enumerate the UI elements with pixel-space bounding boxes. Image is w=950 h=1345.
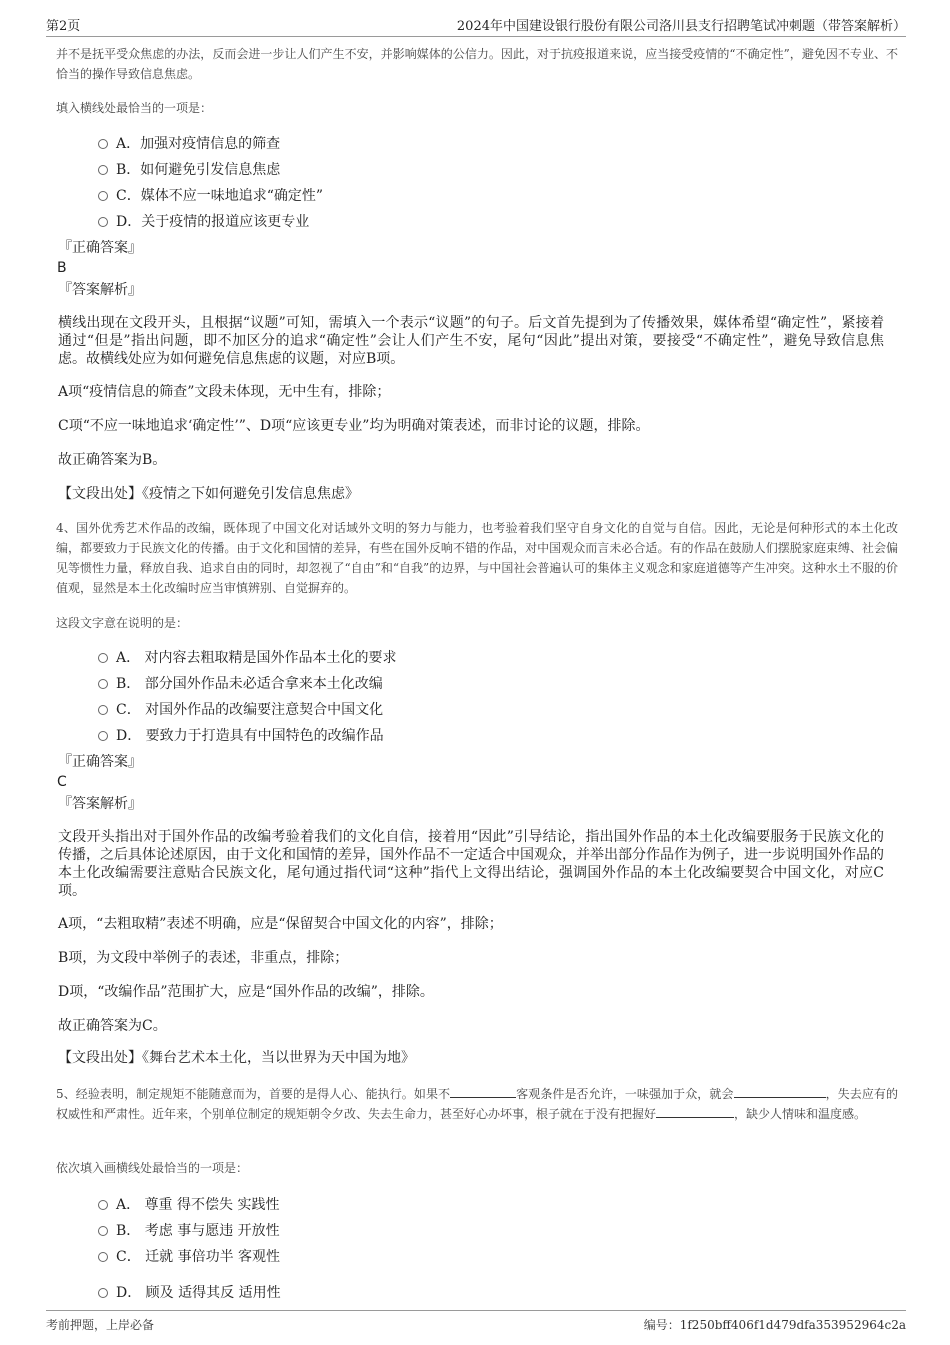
q5-prompt: 依次填入画横线处最恰当的一项是： bbox=[56, 1161, 249, 1175]
q3-prompt: 填入横线处最恰当的一项是： bbox=[56, 101, 213, 115]
page-header bbox=[46, 14, 906, 37]
q4-source: 【文段出处】《舞台艺术本土化，当以世界为天中国为地》 bbox=[58, 1050, 415, 1066]
q3-passage: 并不是抚平受众焦虑的办法，反而会进一步让人们产生不安，并影响媒体的公信力。因此，对于抗疫报道来说，应当接受疫情的“不确定性”，避免因不专业、不恰当的操作导致信息焦虑。 bbox=[56, 47, 898, 81]
q3-source: 【文段出处】《疫情之下如何避免引发信息焦虑》 bbox=[58, 486, 359, 502]
blank-2[interactable] bbox=[734, 1085, 826, 1098]
radio-icon[interactable] bbox=[98, 1288, 108, 1298]
q3-option-a[interactable]: A．加强对疫情信息的筛查 bbox=[98, 133, 280, 155]
q4-analysis: 文段开头指出对于国外作品的改编考验着我们的文化自信，接着用“因此”引导结论，指出国外作品的本土化改编要服务于民族文化的传播，之后具体论述原因，由于文化和国情的差异，国外作品不一定适合中国观众，并举出部分作品作为例子，进一步说明国外作品的本土化改编需要注意贴合民族文化，尾句通过指代词“这种”指代上文得出结论，强调国外作品的本土化改编要契合中国文化，对应C项。 bbox=[58, 829, 884, 899]
radio-icon[interactable] bbox=[98, 1226, 108, 1236]
q3-answer: B bbox=[57, 260, 67, 276]
q4-answer-label: 『正确答案』 bbox=[58, 754, 142, 770]
radio-icon[interactable] bbox=[98, 1200, 108, 1210]
q4-option-a[interactable]: A． 对内容去粗取精是国外作品本土化的要求 bbox=[98, 647, 397, 669]
q3-conclusion: 故正确答案为B。 bbox=[58, 452, 167, 468]
radio-icon[interactable] bbox=[98, 1252, 108, 1262]
q4-note-a: A项，“去粗取精”表述不明确，应是“保留契合中国文化的内容”，排除； bbox=[58, 916, 503, 932]
q3-analysis: 横线出现在文段开头，且根据“议题”可知，需填入一个表示“议题”的句子。后文首先提到为了传播效果，媒体希望“确定性”，紧接着通过“但是”指出问题，即不加区分的追求“确定性”会让人们产生不安，尾句“因此”提出对策，要接受“不确定性”，避免导致信息焦虑。故横线处应为如何避免信息焦虑的议题，对应B项。 bbox=[58, 315, 884, 367]
q5-option-a[interactable]: A． 尊重 得不偿失 实践性 bbox=[98, 1194, 279, 1216]
q4-analysis-label: 『答案解析』 bbox=[58, 796, 142, 812]
radio-icon[interactable] bbox=[98, 165, 108, 175]
page-number: 第2页 bbox=[46, 19, 81, 34]
q4-option-d[interactable]: D． 要致力于打造具有中国特色的改编作品 bbox=[98, 725, 384, 747]
q5-option-c[interactable]: C． 迁就 事倍功半 客观性 bbox=[98, 1246, 280, 1268]
q3-analysis-label: 『答案解析』 bbox=[58, 282, 142, 298]
q3-option-d[interactable]: D．关于疫情的报道应该更专业 bbox=[98, 211, 309, 233]
document-id: 编号：1f250bff406f1d479dfa353952964c2a bbox=[643, 1318, 906, 1332]
q3-option-b[interactable]: B．如何避免引发信息焦虑 bbox=[98, 159, 280, 181]
footer-slogan: 考前押题，上岸必备 bbox=[46, 1318, 155, 1332]
q5-passage: 5、经验表明，制定规矩不能随意而为，首要的是得人心、能执行。如果不 客观条件是否允许，一味强加于众，就会 ，失去应有的权威性和严肃性。近年来，个别单位制定的规矩朝令夕改、失去生命力，甚至好心办坏事，根子就在于没有把握好 ，缺少人情味和温度感。 bbox=[56, 1087, 898, 1121]
page-footer bbox=[46, 1310, 906, 1335]
blank-3[interactable] bbox=[656, 1105, 734, 1118]
q4-note-d: D项，“改编作品”范围扩大，应是“国外作品的改编”，排除。 bbox=[58, 984, 434, 1000]
q4-option-c[interactable]: C． 对国外作品的改编要注意契合中国文化 bbox=[98, 699, 383, 721]
radio-icon[interactable] bbox=[98, 731, 108, 741]
q5-option-d[interactable]: D． 顾及 适得其反 适用性 bbox=[98, 1282, 281, 1304]
q4-note-b: B项，为文段中举例子的表述，非重点，排除； bbox=[58, 950, 349, 966]
q3-answer-label: 『正确答案』 bbox=[58, 240, 142, 256]
blank-1[interactable] bbox=[450, 1085, 516, 1098]
q5-option-b[interactable]: B． 考虑 事与愿违 开放性 bbox=[98, 1220, 280, 1242]
q4-answer: C bbox=[57, 774, 67, 790]
q4-conclusion: 故正确答案为C。 bbox=[58, 1018, 167, 1034]
document-title: 2024年中国建设银行股份有限公司洛川县支行招聘笔试冲刺题（带答案解析） bbox=[456, 19, 906, 34]
radio-icon[interactable] bbox=[98, 217, 108, 227]
radio-icon[interactable] bbox=[98, 679, 108, 689]
q3-note-a: A项“疫情信息的筛查”文段未体现，无中生有，排除； bbox=[58, 384, 391, 400]
radio-icon[interactable] bbox=[98, 191, 108, 201]
q4-prompt: 这段文字意在说明的是： bbox=[56, 616, 189, 630]
q4-option-b[interactable]: B． 部分国外作品未必适合拿来本土化改编 bbox=[98, 673, 383, 695]
q4-passage: 4、国外优秀艺术作品的改编，既体现了中国文化对话域外文明的努力与能力，也考验着我们坚守自身文化的自觉与自信。因此，无论是何种形式的本土化改编，都要致力于民族文化的传播。由于文化和国情的差异，有些在国外反响不错的作品，对中国观众而言未必合适。有的作品在鼓励人们摆脱家庭束缚、社会偏见等惯性力量，释放自我、追求自由的同时，却忽视了“自由”和“自我”的边界，与中国社会普遍认可的集体主义观念和家庭道德等产生冲突。这种水土不服的价值观，显然是本土化改编时应当审慎辨别、自觉摒弃的。 bbox=[56, 521, 898, 595]
q3-option-c[interactable]: C．媒体不应一味地追求“确定性” bbox=[98, 185, 323, 207]
radio-icon[interactable] bbox=[98, 705, 108, 715]
radio-icon[interactable] bbox=[98, 139, 108, 149]
radio-icon[interactable] bbox=[98, 653, 108, 663]
q3-note-cd: C项“不应一味地追求‘确定性’”、D项“应该更专业”均为明确对策表述，而非讨论的议题，排除。 bbox=[58, 418, 650, 434]
